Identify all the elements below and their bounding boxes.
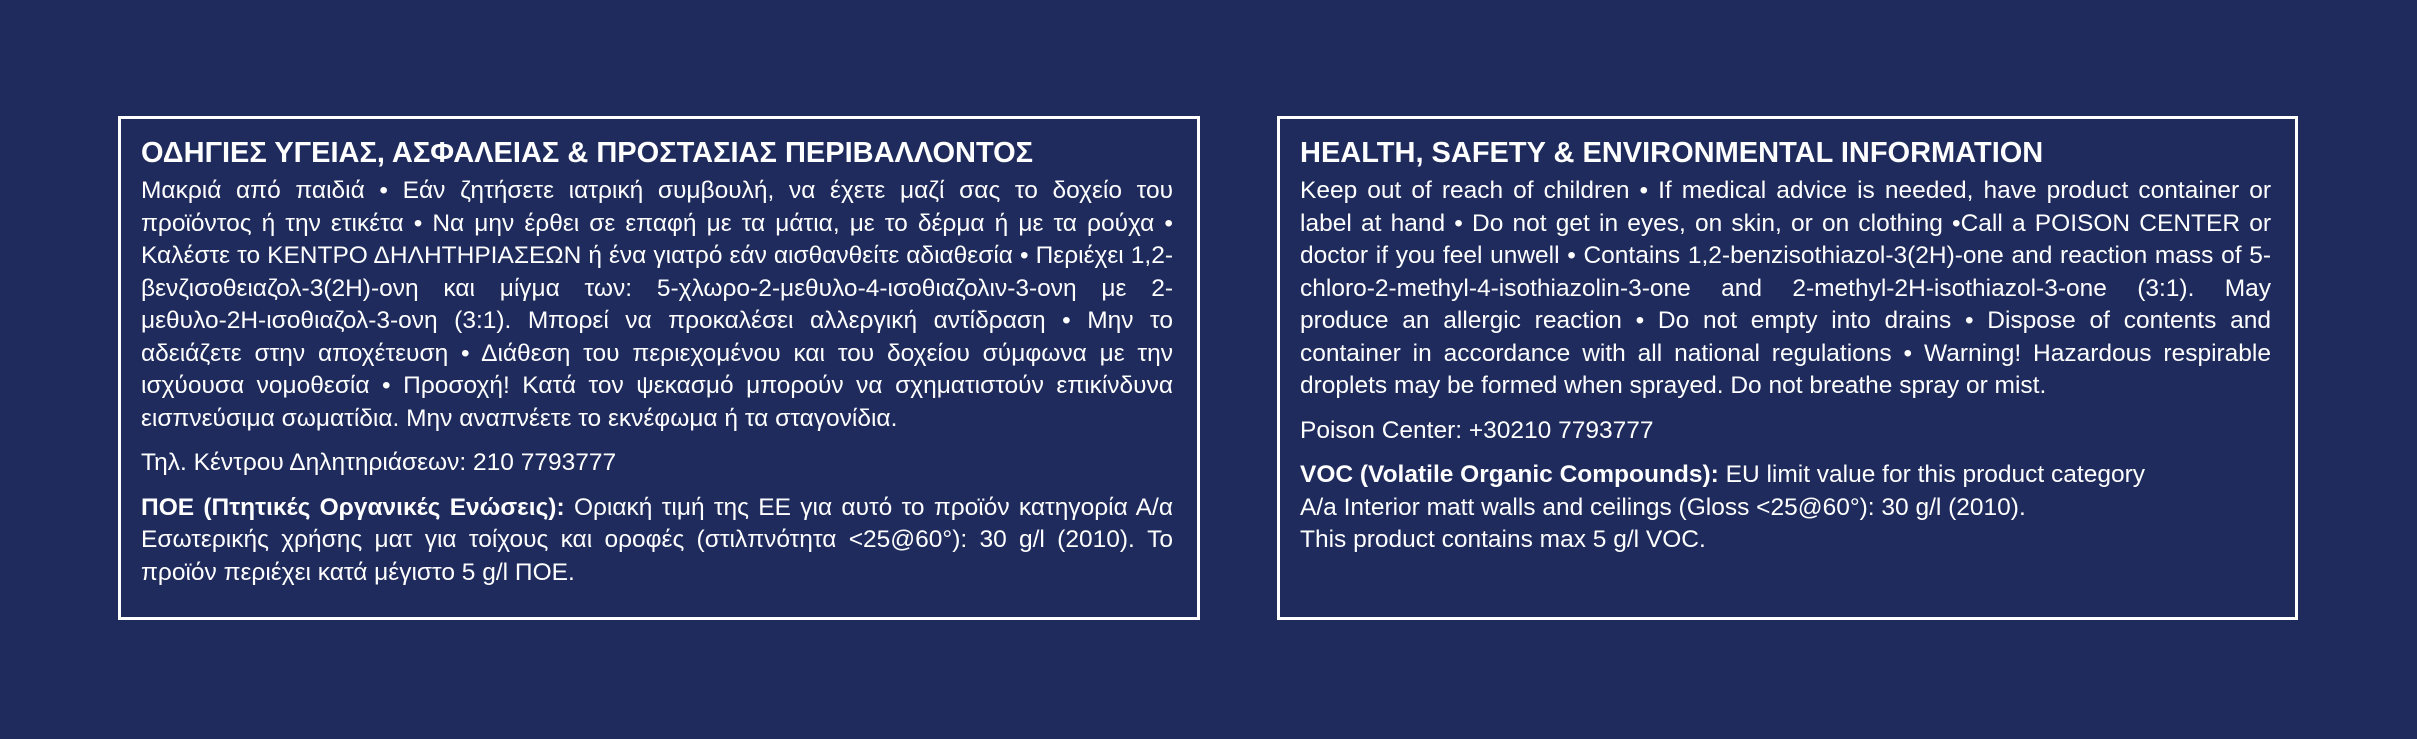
english-voc-line-2: A/a Interior matt walls and ceilings (Gloss <25@60°): 30 g/l (2010).	[1300, 493, 2026, 521]
english-voc-label: VOC (Volatile Organic Compounds):	[1300, 461, 1719, 488]
english-voc-line-1: EU limit value for this product category	[1725, 461, 2146, 488]
english-title: HEALTH, SAFETY & ENVIRONMENTAL INFORMATION	[1300, 137, 2044, 169]
english-voc-line-3: This product contains max 5 g/l VOC.	[1300, 526, 1706, 553]
greek-title: ΟΔΗΓΙΕΣ ΥΓΕΙΑΣ, ΑΣΦΑΛΕΙΑΣ & ΠΡΟΣΤΑΣΙΑΣ ΠΕΡΙΒΑΛΛΟΝΤΟΣ	[141, 137, 1034, 169]
english-voc-block	[1300, 459, 2271, 557]
greek-info-panel	[118, 116, 1200, 620]
greek-poison-center: Τηλ. Κέντρου Δηλητηριάσεων: 210 7793777	[141, 449, 617, 476]
english-info-panel	[1277, 116, 2298, 620]
greek-voc-label: ΠΟΕ (Πτητικές Οργανικές Ενώσεις):	[141, 493, 565, 521]
greek-voc-text: Οριακή τιμή της ΕΕ για αυτό το προϊόν κατηγορία Α/α Εσωτερικής χρήσης ματ για τοίχους και οροφές (στιλπνότητα <25@60°): 30 g/l (2010). Το προϊόν περιέχει κατά μέγιστο 5 g/l ΠΟΕ.	[141, 493, 1173, 586]
english-body-text: Keep out of reach of children • If medical advice is needed, have product container or label at hand • Do not get in eyes, on skin, or on clothing •Call a POISON CENTER or doctor if you feel unwell • Contains 1,2-benzisothiazol-3(2H)-one and reaction mass of 5-chloro-2-methyl-4-isothiazolin-3-one and 2-methyl-2H-isothiazol-3-one (3:1). May produce an allergic reaction • Do not empty into drains • Dispose of contents and container in accordance with all national regulations • Warning! Hazardous respirable droplets may be formed when sprayed. Do not breathe spray or mist.	[1300, 177, 2271, 399]
english-poison-center: Poison Center: +30210 7793777	[1300, 416, 1654, 444]
greek-voc-block	[141, 492, 1173, 590]
greek-body-text: Μακριά από παιδιά • Εάν ζητήσετε ιατρική συμβουλή, να έχετε μαζί σας το δοχείο του προϊόντος ή την ετικέτα • Να μην έρθει σε επαφή με τα μάτια, με το δέρμα ή με τα ρούχα • Καλέστε το ΚΕΝΤΡΟ ΔΗΛΗΤΗΡΙΑΣΕΩΝ ή ένα γιατρό εάν αισθανθείτε αδιαθεσία • Περιέχει 1,2-βενζισοθειαζολ-3(2H)-ονη και μίγμα των: 5-χλωρο-2-μεθυλο-4-ισοθιαζολιν-3-ονη με 2-μεθυλο-2H-ισοθιαζολ-3-ονη (3:1). Μπορεί να προκαλέσει αλλεργική αντίδραση • Μην το αδειάζετε στην αποχέτευση • Διάθεση του περιεχομένου και του δοχείου σύμφωνα με την ισχύουσα νομοθεσία • Προσοχή! Κατά τον ψεκασμό μπορούν να σχηματιστούν επικίνδυνα εισπνεύσιμα σωματίδια. Μην αναπνέετε το εκνέφωμα ή τα σταγονίδια.	[141, 177, 1173, 432]
